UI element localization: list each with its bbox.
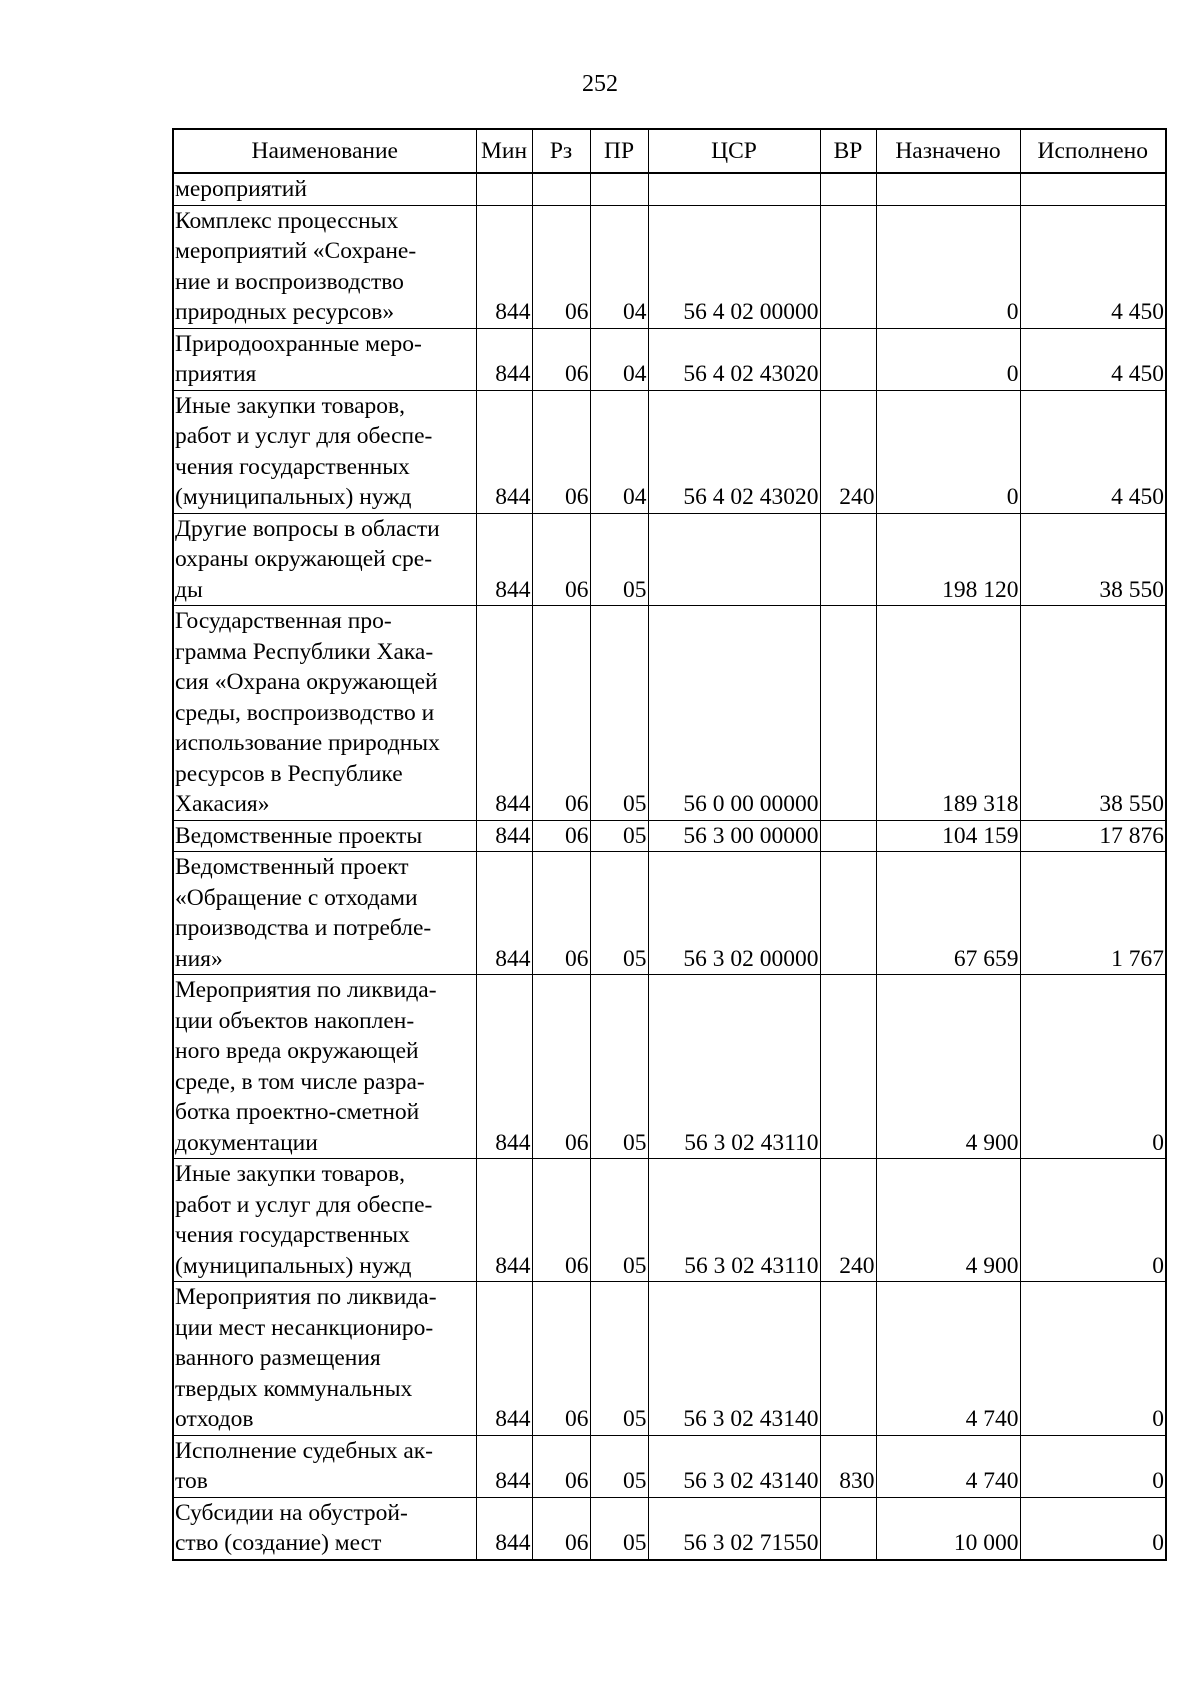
cell-assigned: 4 900 [876,975,1020,1159]
cell-csr: 56 0 00 00000 [648,606,820,821]
cell-pr: 05 [590,606,648,821]
cell-assigned: 4 740 [876,1435,1020,1497]
header-rz: Рз [532,129,590,173]
cell-executed: 38 550 [1020,513,1166,606]
cell-pr: 05 [590,1282,648,1436]
cell-executed: 17 876 [1020,820,1166,852]
cell-vr [820,205,876,328]
table-row [173,1497,1166,1560]
cell-assigned: 189 318 [876,606,1020,821]
cell-executed: 0 [1020,975,1166,1159]
cell-vr [820,975,876,1159]
table-row [173,173,1166,205]
cell-name: Ведомственный проект «Обращение с отходами производства и потребле- ния» [173,852,476,975]
cell-pr: 04 [590,328,648,390]
cell-pr: 04 [590,390,648,513]
header-executed: Исполнено [1020,129,1166,173]
cell-csr [648,173,820,205]
cell-vr: 830 [820,1435,876,1497]
cell-name: Мероприятия по ликвида- ции мест несанкциониро- ванного размещения твердых коммунальных отходов [173,1282,476,1436]
header-name: Наименование [173,129,476,173]
cell-pr: 05 [590,820,648,852]
cell-rz: 06 [532,606,590,821]
cell-vr [820,173,876,205]
cell-vr: 240 [820,1159,876,1282]
cell-executed [1020,173,1166,205]
cell-assigned: 104 159 [876,820,1020,852]
cell-pr: 05 [590,852,648,975]
cell-vr [820,606,876,821]
table-header-row [173,129,1166,173]
cell-rz: 06 [532,820,590,852]
cell-name: Государственная про- грамма Республики Хака- сия «Охрана окружающей среды, воспроизводство и использование природных ресурсов в Республике Хакасия» [173,606,476,821]
cell-pr: 05 [590,1159,648,1282]
table-row [173,1282,1166,1436]
cell-executed: 0 [1020,1435,1166,1497]
cell-vr [820,820,876,852]
cell-pr: 05 [590,1497,648,1560]
table-body [173,173,1166,1560]
cell-name: Иные закупки товаров, работ и услуг для обеспе- чения государственных (муниципальных) нужд [173,1159,476,1282]
cell-rz: 06 [532,975,590,1159]
table-row [173,328,1166,390]
cell-min: 844 [476,975,532,1159]
cell-min: 844 [476,328,532,390]
cell-rz: 06 [532,328,590,390]
cell-min [476,173,532,205]
budget-table [172,128,1167,1561]
cell-vr: 240 [820,390,876,513]
cell-min: 844 [476,820,532,852]
cell-name: Ведомственные проекты [173,820,476,852]
cell-pr [590,173,648,205]
cell-name: Другие вопросы в области охраны окружающей сре- ды [173,513,476,606]
cell-executed: 1 767 [1020,852,1166,975]
cell-min: 844 [476,205,532,328]
cell-min: 844 [476,1497,532,1560]
cell-min: 844 [476,513,532,606]
cell-executed: 4 450 [1020,390,1166,513]
cell-csr: 56 3 00 00000 [648,820,820,852]
cell-rz: 06 [532,852,590,975]
cell-min: 844 [476,1282,532,1436]
cell-rz: 06 [532,390,590,513]
cell-assigned: 198 120 [876,513,1020,606]
cell-assigned: 0 [876,390,1020,513]
table-row [173,205,1166,328]
table-row [173,1159,1166,1282]
cell-vr [820,1282,876,1436]
table-row [173,606,1166,821]
header-csr: ЦСР [648,129,820,173]
cell-rz: 06 [532,1159,590,1282]
cell-executed: 0 [1020,1497,1166,1560]
cell-csr: 56 4 02 43020 [648,390,820,513]
table-row [173,1435,1166,1497]
cell-assigned: 0 [876,328,1020,390]
cell-csr: 56 4 02 43020 [648,328,820,390]
cell-assigned [876,173,1020,205]
cell-executed: 0 [1020,1159,1166,1282]
cell-min: 844 [476,1435,532,1497]
cell-assigned: 67 659 [876,852,1020,975]
cell-csr: 56 3 02 43140 [648,1435,820,1497]
cell-pr: 04 [590,205,648,328]
cell-csr [648,513,820,606]
cell-assigned: 4 740 [876,1282,1020,1436]
table-row [173,513,1166,606]
cell-vr [820,1497,876,1560]
cell-min: 844 [476,606,532,821]
cell-csr: 56 3 02 43110 [648,975,820,1159]
cell-pr: 05 [590,975,648,1159]
header-pr: ПР [590,129,648,173]
cell-assigned: 10 000 [876,1497,1020,1560]
cell-pr: 05 [590,513,648,606]
cell-name: Мероприятия по ликвида- ции объектов накоплен- ного вреда окружающей среде, в том числе разра- ботка проектно-сметной документации [173,975,476,1159]
cell-assigned: 4 900 [876,1159,1020,1282]
cell-min: 844 [476,390,532,513]
cell-pr: 05 [590,1435,648,1497]
cell-name: Природоохранные меро- приятия [173,328,476,390]
cell-executed: 38 550 [1020,606,1166,821]
cell-csr: 56 3 02 43140 [648,1282,820,1436]
cell-executed: 4 450 [1020,328,1166,390]
cell-executed: 4 450 [1020,205,1166,328]
cell-rz: 06 [532,513,590,606]
cell-rz: 06 [532,1435,590,1497]
cell-assigned: 0 [876,205,1020,328]
table-row [173,852,1166,975]
cell-csr: 56 3 02 43110 [648,1159,820,1282]
cell-name: мероприятий [173,173,476,205]
cell-name: Исполнение судебных ак- тов [173,1435,476,1497]
cell-min: 844 [476,1159,532,1282]
cell-min: 844 [476,852,532,975]
header-min: Мин [476,129,532,173]
cell-csr: 56 4 02 00000 [648,205,820,328]
table-row [173,975,1166,1159]
header-assigned: Назначено [876,129,1020,173]
cell-rz: 06 [532,205,590,328]
cell-rz: 06 [532,1282,590,1436]
cell-vr [820,513,876,606]
cell-name: Иные закупки товаров, работ и услуг для обеспе- чения государственных (муниципальных) нужд [173,390,476,513]
table-row [173,820,1166,852]
cell-name: Субсидии на обустрой- ство (создание) мест [173,1497,476,1560]
cell-csr: 56 3 02 00000 [648,852,820,975]
cell-csr: 56 3 02 71550 [648,1497,820,1560]
cell-vr [820,328,876,390]
cell-executed: 0 [1020,1282,1166,1436]
table-row [173,390,1166,513]
cell-rz: 06 [532,1497,590,1560]
header-vr: ВР [820,129,876,173]
page-number: 252 [582,71,618,97]
cell-rz [532,173,590,205]
cell-vr [820,852,876,975]
cell-name: Комплекс процессных мероприятий «Сохране- ние и воспроизводство природных ресурсов» [173,205,476,328]
